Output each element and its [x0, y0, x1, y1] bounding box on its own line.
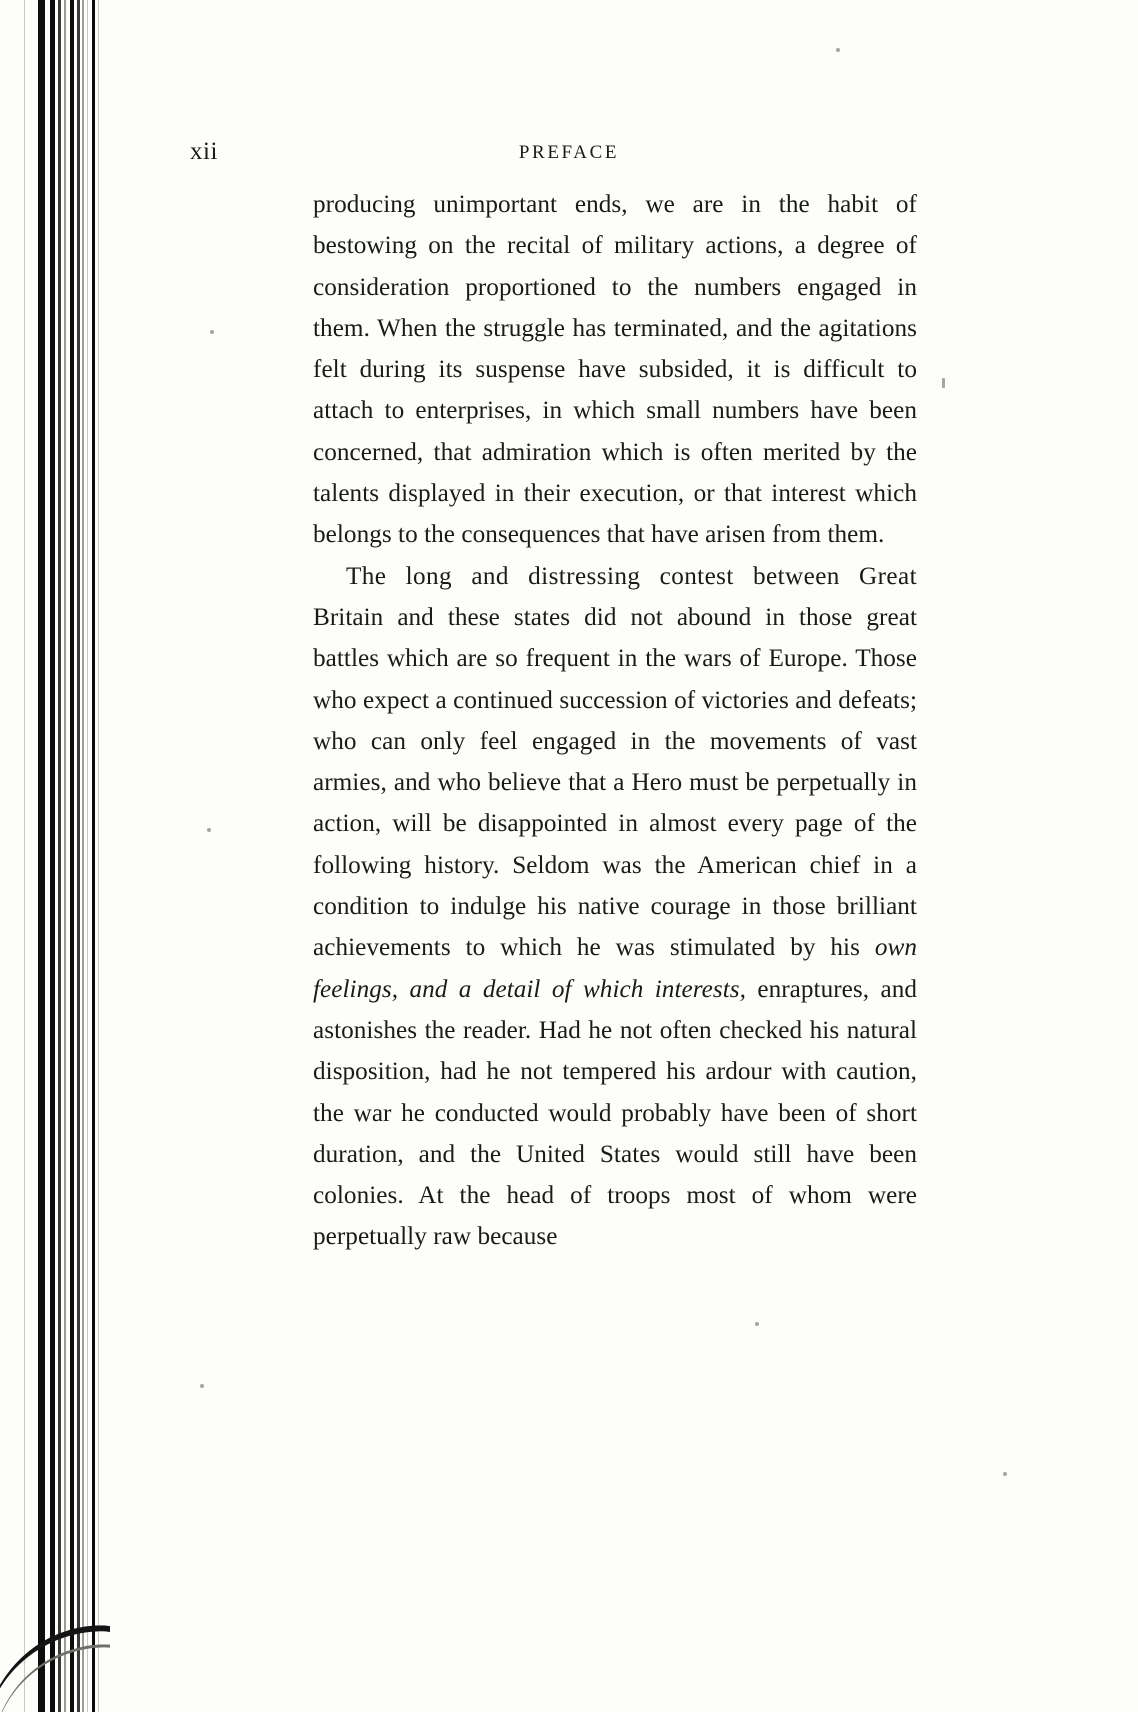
scan-speckle: [207, 828, 211, 832]
paragraph-2-part-2: enraptures, and astonishes the reader. Had he not often checked his natural disposition, had he not tempered his ardour with caution, the war he conducted would probably have been of short duration, and the United States would still have been colonies. At the head of troops most of whom were perpetually raw because: [313, 975, 917, 1251]
running-head: [0, 138, 1138, 168]
paragraph-2-italic-phrase: own feelings, and a detail of which interests,: [313, 934, 917, 1003]
book-spine-gutter: [0, 0, 110, 1712]
paragraph-1: producing unimportant ends, we are in the habit of bestowing on the recital of military actions, a degree of consideration proportioned to the numbers engaged in them. When the struggle has terminated, and the agitations felt during its suspense have subsided, it is difficult to attach to enterprises, in which small numbers have been concerned, that admiration which is often merited by the talents displayed in their execution, or that interest which belongs to the consequences that have arisen from them.: [313, 191, 917, 549]
scan-speckle: [210, 330, 214, 334]
paragraph-2-part-1: The long and distressing contest between Great Britain and these states did not abound in those great battles which are so frequent in the wars of Europe. Those who expect a continued succession of victories and defeats; who can only feel engaged in the movements of vast armies, and who believe that a Hero must be perpetually in action, will be disappointed in almost every page of the following history. Seldom was the American chief in a condition to indulge his native courage in those brilliant achievements to which he was stimulated by his: [313, 562, 917, 962]
scan-speckle: [200, 1384, 204, 1388]
scan-speckle: [942, 378, 945, 388]
scan-speckle: [755, 1322, 759, 1326]
running-head-title: PREFACE: [518, 142, 620, 163]
body-text-block: [313, 184, 917, 1258]
paragraph-2: [313, 556, 917, 1258]
page-number: xii: [190, 138, 218, 165]
scan-speckle: [1003, 1472, 1007, 1476]
scan-speckle: [836, 48, 840, 52]
